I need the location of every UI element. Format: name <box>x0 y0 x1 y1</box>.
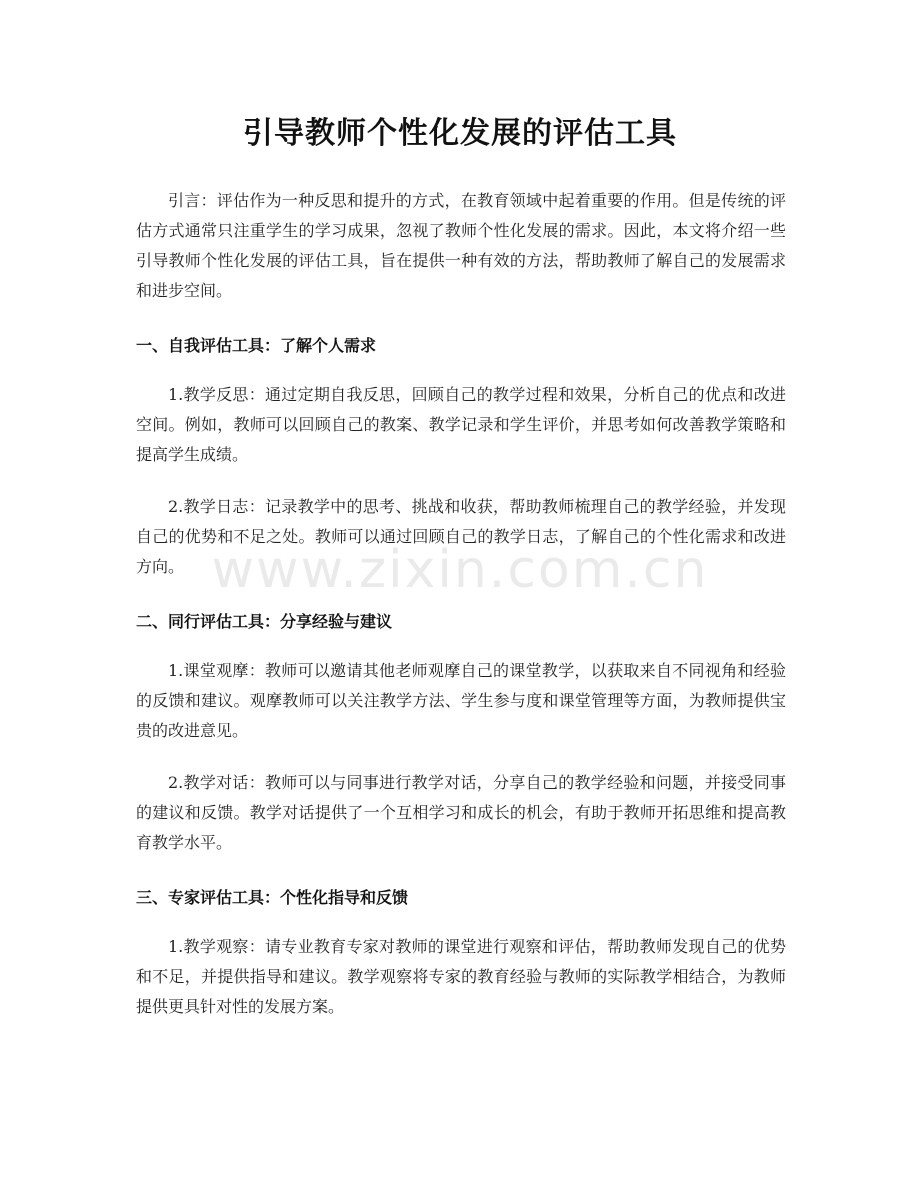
section-1-paragraph-2: 2.教学日志：记录教学中的思考、挑战和收获，帮助教师梳理自己的教学经验，并发现自己的优势和不足之处。教师可以通过回顾自己的教学日志，了解自己的个性化需求和改进方向。 <box>136 497 786 576</box>
section-heading-2: 二、同行评估工具：分享经验与建议 <box>136 612 393 631</box>
section-heading-3: 三、专家评估工具：个性化指导和反馈 <box>136 888 409 907</box>
intro-paragraph: 引言：评估作为一种反思和提升的方式，在教育领域中起着重要的作用。但是传统的评估方式通常只注重学生的学习成果，忽视了教师个性化发展的需求。因此，本文将介绍一些引导教师个性化发展的评估工具，旨在提供一种有效的方法，帮助教师了解自己的发展需求和进步空间。 <box>136 191 786 300</box>
section-2-paragraph-2: 2.教学对话：教师可以与同事进行教学对话，分享自己的教学经验和问题，并接受同事的建议和反馈。教学对话提供了一个互相学习和成长的机会，有助于教师开拓思维和提高教育教学水平。 <box>136 773 786 852</box>
document-body <box>136 186 786 1022</box>
page-title: 引导教师个性化发展的评估工具 <box>243 116 677 151</box>
section-1-paragraph-1: 1.教学反思：通过定期自我反思，回顾自己的教学过程和效果，分析自己的优点和改进空间。例如，教师可以回顾自己的教案、教学记录和学生评价，并思考如何改善教学策略和提高学生成绩。 <box>136 385 786 464</box>
section-3-paragraph-1: 1.教学观察：请专业教育专家对教师的课堂进行观察和评估，帮助教师发现自己的优势和不足，并提供指导和建议。教学观察将专家的教育经验与教师的实际教学相结合，为教师提供更具针对性的发展方案。 <box>136 937 786 1016</box>
section-heading-1: 一、自我评估工具：了解个人需求 <box>136 336 377 355</box>
watermark: www.zixin.com.cn <box>211 540 709 600</box>
section-2-paragraph-1: 1.课堂观摩：教师可以邀请其他老师观摩自己的课堂教学，以获取来自不同视角和经验的反馈和建议。观摩教师可以关注教学方法、学生参与度和课堂管理等方面，为教师提供宝贵的改进意见。 <box>136 661 786 740</box>
